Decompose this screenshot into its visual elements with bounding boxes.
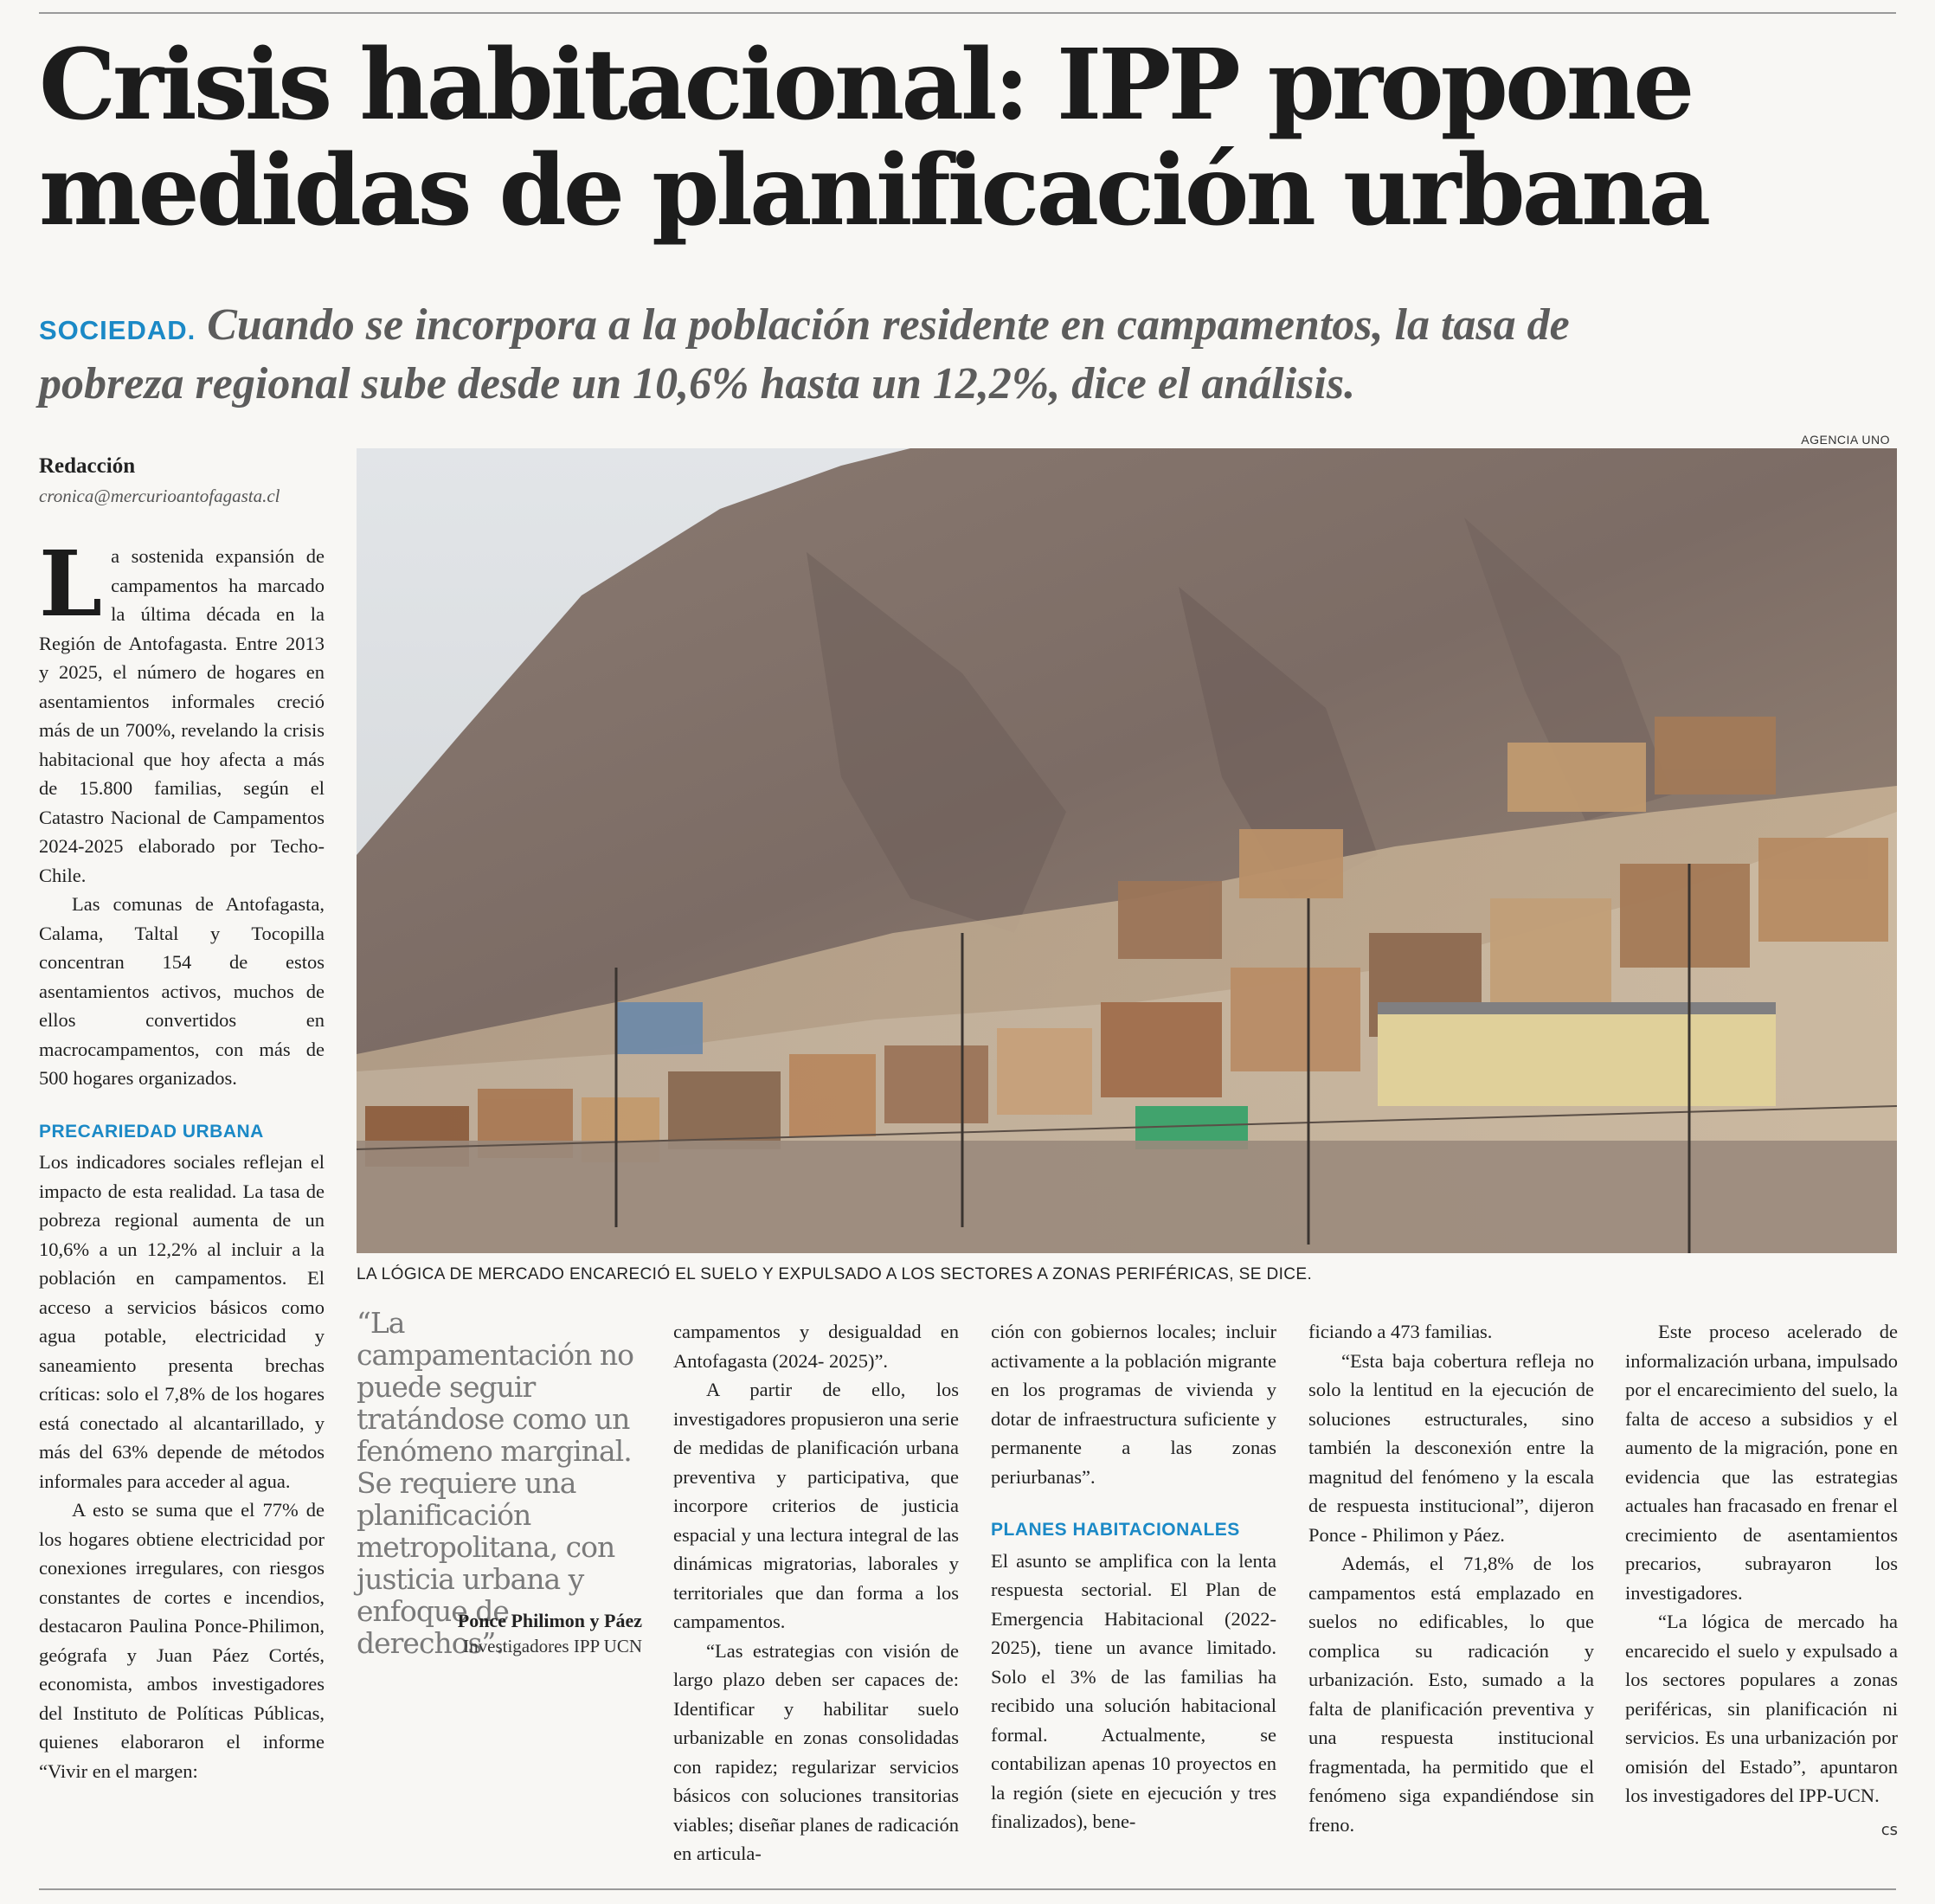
paragraph: Los indicadores sociales reflejan el impacto de esta realidad. La tasa de pobreza regional aumenta de un 10,6% a un 12,2% al incluir a la población en campamentos. El acceso a servicios básicos como agua potable, electricidad y saneamiento presenta brechas críticas: solo el 7,8% de los hogares está conectado al alcantarillado, y más del 63% depende de métodos informales para acceder al agua.	[39, 1151, 325, 1492]
paragraph: ficiando a 473 familias.	[1308, 1321, 1493, 1342]
paragraph: El asunto se amplifica con la lenta respuesta sectorial. El Plan de Emergencia Habitacional (2022-2025), tiene un avance limitado. Solo el 3% de las familias ha recibido una solución habitacional formal. Actualmente, se contabilizan apenas 10 proyectos en la región (siete en ejecución y tres finalizados), bene-	[991, 1549, 1276, 1832]
paragraph: Este proceso acelerado de informalización urbana, impulsado por el encarecimiento del suelo, la falta de acceso a subsidios y el aumento de la migración, pone en evidencia que las estrategias actuales han fracasado en frenar el crecimiento de asentamientos precarios, subrayaron los investigadores.	[1625, 1321, 1898, 1604]
byline	[39, 454, 325, 507]
top-rule	[39, 12, 1896, 14]
paragraph: “Esta baja cobertura refleja no solo la lentitud en la ejecución de soluciones estructurales, sino también la desconexión entre la magnitud del fenómeno y la escala de respuesta institucional”, dijeron Ponce - Philimon y Páez.	[1308, 1349, 1594, 1546]
paragraph: “Las estrategias con visión de largo plazo deben ser capaces de: Identificar y habilitar suelo urbanizable en zonas consolidadas con rapidez; regularizar servicios básicos con soluciones transitorias viables; diseñar planes de radicación en articula-	[673, 1639, 959, 1864]
column-3	[673, 1317, 959, 1869]
column-6	[1625, 1317, 1898, 1844]
paragraph: ción con gobiernos locales; incluir activamente a la población migrante en los programas de vivienda y dotar de infraestructura suficiente y permanente a las zonas periurbanas”.	[991, 1321, 1276, 1488]
lead-text: a sostenida expansión de campamentos ha marcado la última década en la Región de Antofagasta. Entre 2013 y 2025, el número de hogares en asentamientos informales creció más de un 700%, revelando la crisis habitacional que hoy afecta a más de 15.800 familias, según el Catastro Nacional de Campamentos 2024-2025 elaborado por Techo-Chile.	[39, 545, 325, 886]
photo-caption: LA LÓGICA DE MERCADO ENCARECIÓ EL SUELO Y EXPULSADO A LOS SECTORES A ZONAS PERIFÉRICAS, SE DICE.	[357, 1265, 1313, 1283]
pull-quote-name: Ponce Philimon y Páez	[457, 1610, 642, 1631]
column-1	[39, 531, 325, 1785]
subhead-text: Cuando se incorpora a la población residente en campamentos, la tasa de pobreza regional sube desde un 10,6% hasta un 12,2%, dice el análisis.	[39, 300, 1570, 408]
paragraph: A partir de ello, los investigadores propusieron una serie de medidas de planificación urbana preventiva y participativa, que incorpore criterios de justicia espacial y una lectura integral de las dinámicas migratorias, laborales y territoriales que dan forma a los campamentos.	[673, 1379, 959, 1632]
author-name: Redacción	[39, 454, 136, 478]
pull-quote-role: Investigadores IPP UCN	[463, 1636, 642, 1656]
paragraph: Además, el 71,8% de los campamentos está emplazado en suelos no edificables, lo que complica su radicación y urbanización. Esto, sumado a la falta de planificación preventiva y una respuesta institucional fragmentada, ha permitido que el fenómeno siga expandiéndose sin freno.	[1308, 1553, 1594, 1836]
photo-hillside-settlement	[357, 448, 1897, 1253]
section-heading-planes: PLANES HABITACIONALES	[991, 1520, 1240, 1540]
section-kicker: SOCIEDAD.	[39, 315, 196, 345]
paragraph: Las comunas de Antofagasta, Calama, Taltal y Tocopilla concentran 154 de estos asentamientos activos, muchos de ellos convertidos en macrocampamentos, con más de 500 hogares organizados.	[39, 893, 325, 1089]
column-5	[1308, 1317, 1594, 1839]
photo-credit: AGENCIA UNO	[1801, 433, 1890, 447]
column-4	[991, 1317, 1276, 1836]
paragraph: A esto se suma que el 77% de los hogares obtiene electricidad por conexiones irregulares, con riesgos constantes de cortes e incendios, destacaron Paulina Ponce-Philimon, geógrafa y Juan Páez Cortés, economista, ambos investigadores del Instituto de Políticas Públicas, quienes elaboraron el informe “Vivir en el margen:	[39, 1499, 325, 1782]
headline-line-2: medidas de planificación urbana	[39, 134, 1708, 248]
end-mark-icon: cs	[1880, 1820, 1898, 1839]
pull-quote: “La campamentación no puede seguir tratándose como un fenómeno marginal. Se requiere una planificación metropolitana, con justicia urbana y enfoque de derechos”.	[357, 1306, 634, 1660]
bottom-rule	[39, 1888, 1896, 1890]
photo-illustration	[357, 448, 1897, 1253]
headline	[39, 29, 1856, 248]
headline-line-1: Crisis habitacional: IPP propone	[39, 29, 1692, 142]
section-heading-precariedad: PRECARIEDAD URBANA	[39, 1121, 264, 1142]
drop-cap: L	[39, 531, 103, 637]
lead-paragraph	[39, 531, 325, 890]
paragraph: “La lógica de mercado ha encarecido el suelo y expulsado a los sectores populares a zonas periféricas, sin planificación ni servicios. Es una urbanización por omisión del Estado”, apuntaron los investigadores del IPP-UCN.	[1625, 1611, 1898, 1806]
pull-quote-attribution	[357, 1610, 642, 1657]
subhead	[39, 299, 1683, 411]
paragraph: campamentos y desigualdad en Antofagasta (2024- 2025)”.	[673, 1321, 959, 1372]
author-email: cronica@mercurioantofagasta.cl	[39, 486, 280, 506]
